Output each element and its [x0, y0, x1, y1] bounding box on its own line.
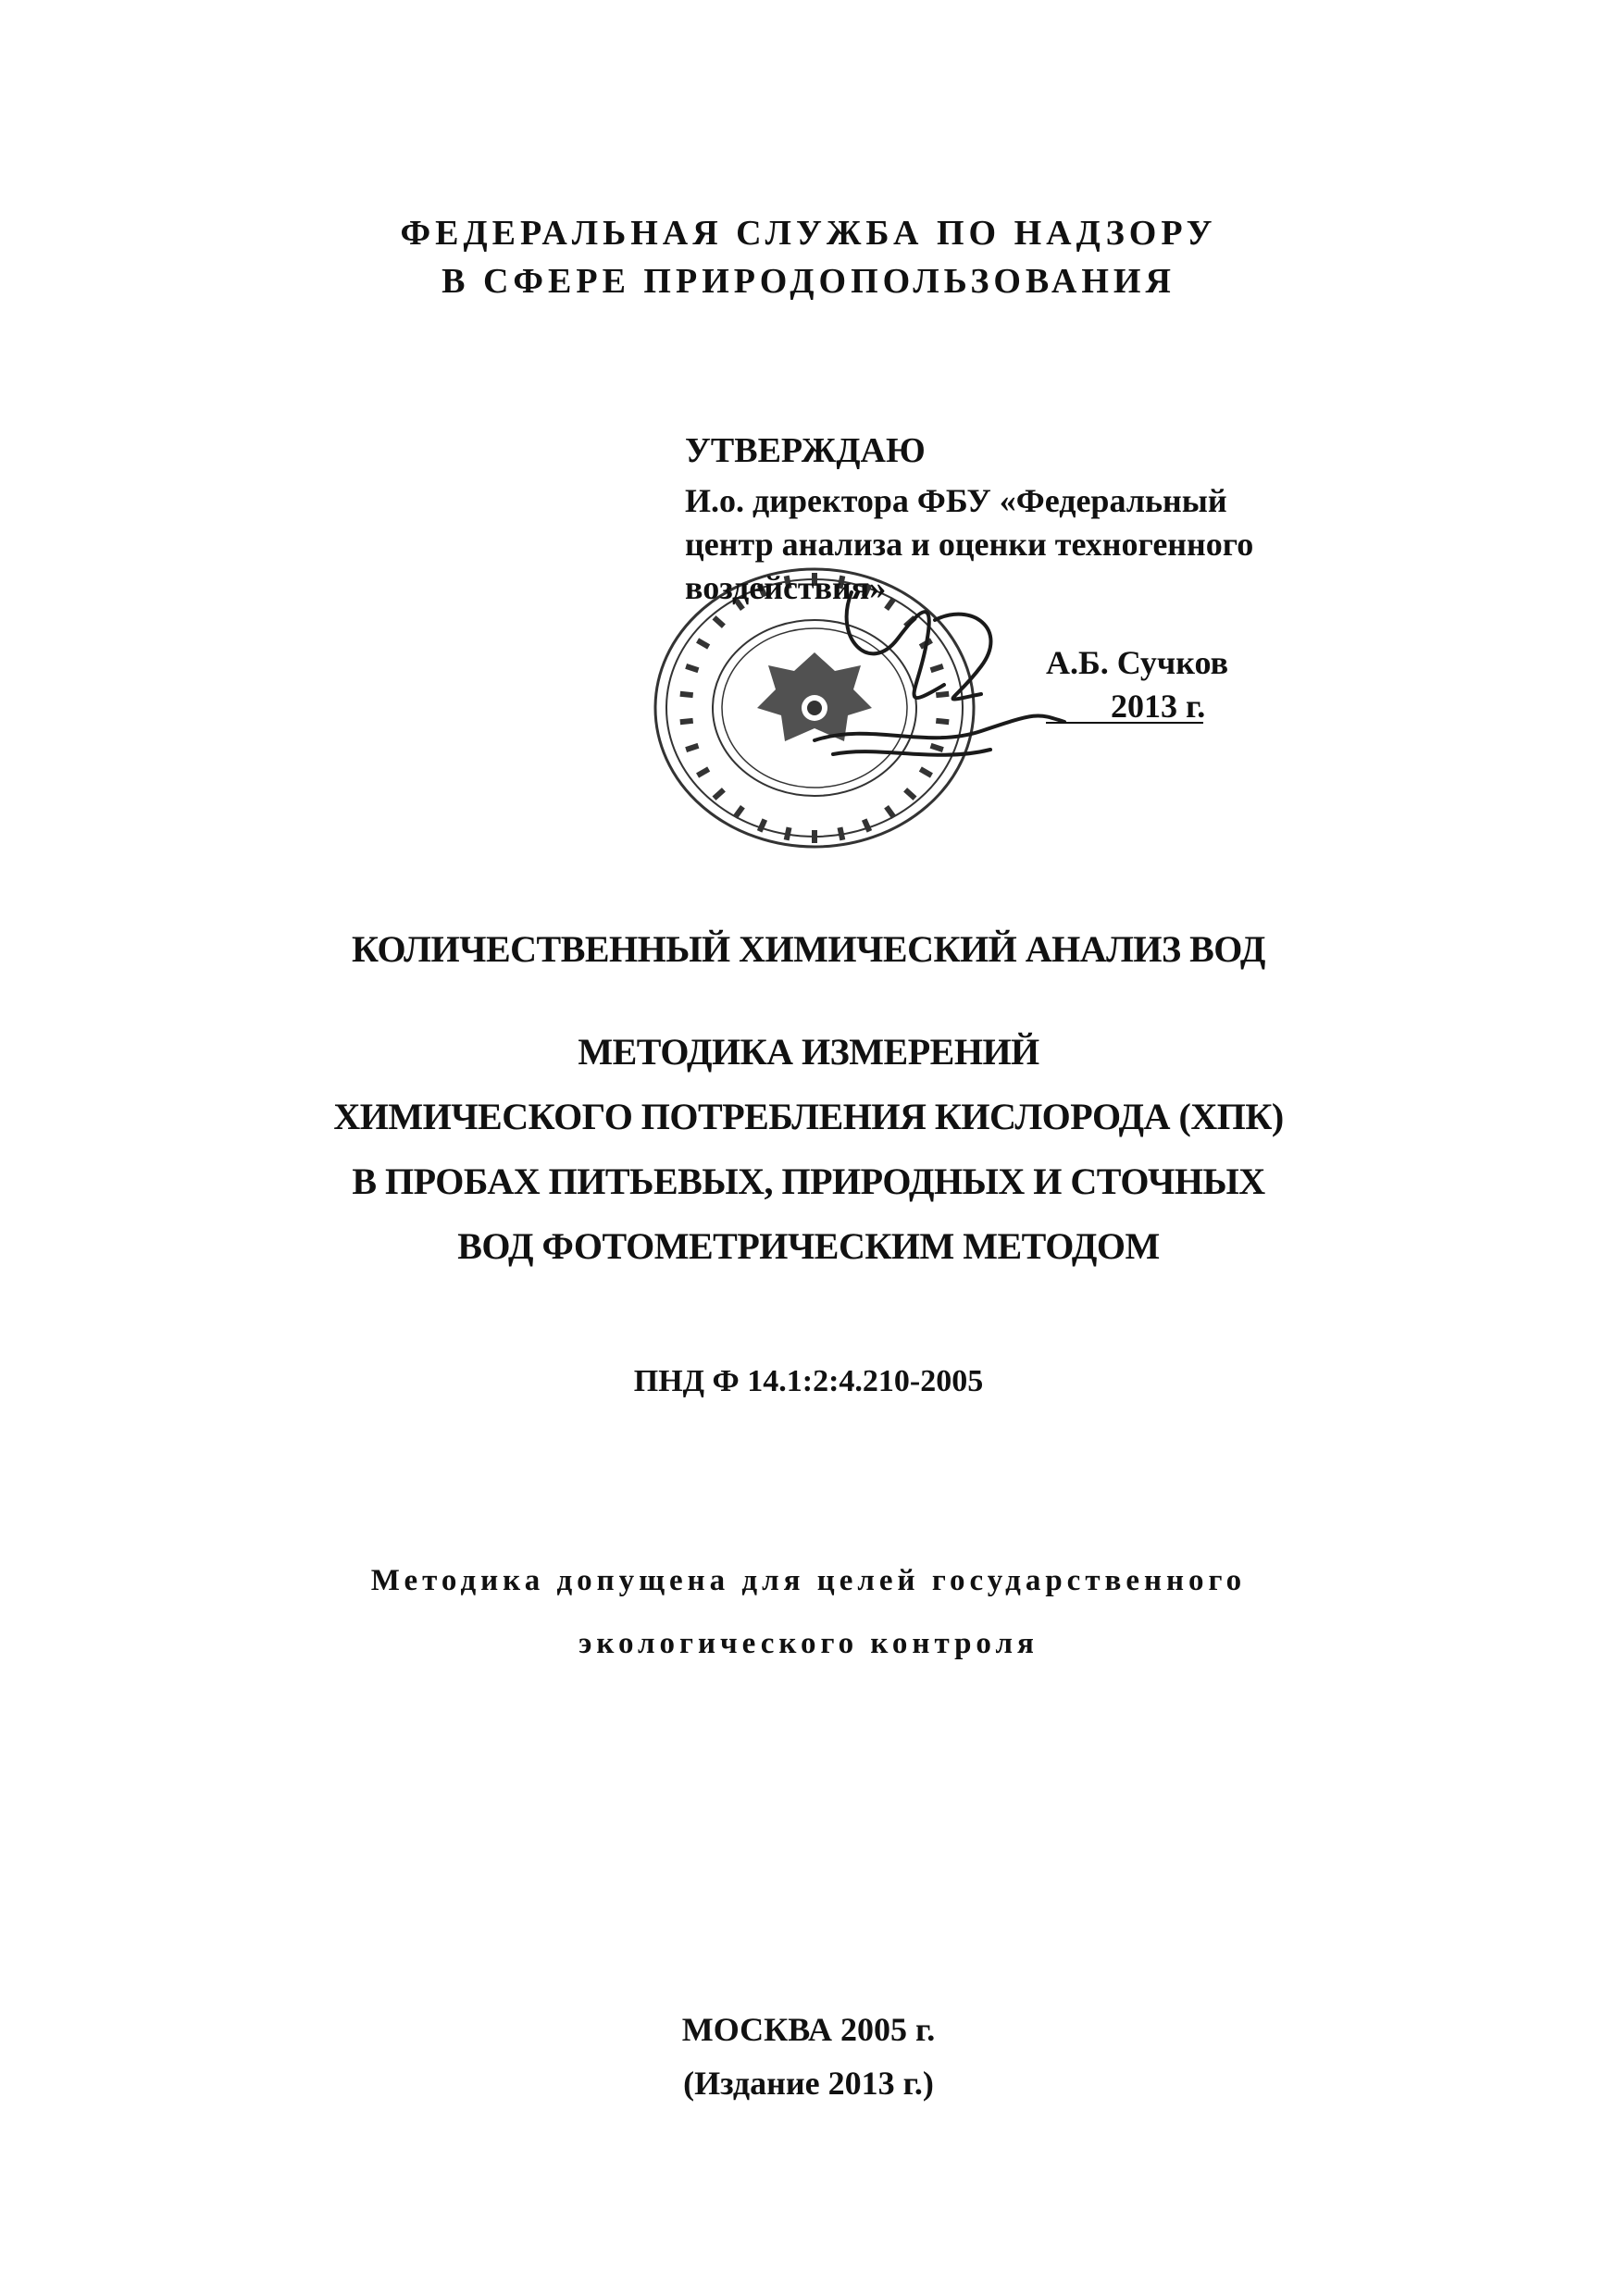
agency-line-1: ФЕДЕРАЛЬНАЯ СЛУЖБА ПО НАДЗОРУ — [400, 214, 1217, 253]
approval-title: УТВЕРЖДАЮ — [685, 431, 926, 470]
document-category: КОЛИЧЕСТВЕННЫЙ ХИМИЧЕСКИЙ АНАЛИЗ ВОД — [352, 928, 1265, 970]
approval-year: 2013 г. — [1111, 688, 1206, 725]
approval-line-3: воздействия» — [685, 569, 887, 606]
approval-line-2: центр анализа и оценки техногенного — [685, 526, 1254, 563]
note-line-1: Методика допущена для целей государственного — [370, 1564, 1247, 1597]
approval-signatory: А.Б. Сучков — [1046, 644, 1229, 681]
note-line-2: экологического контроля — [578, 1627, 1039, 1660]
document-title-line-2: ХИМИЧЕСКОГО ПОТРЕБЛЕНИЯ КИСЛОРОДА (ХПК) — [333, 1096, 1284, 1137]
footer-city-year: МОСКВА 2005 г. — [681, 2011, 936, 2048]
document-title-line-1: МЕТОДИКА ИЗМЕРЕНИЙ — [578, 1031, 1039, 1073]
document-title-line-3: В ПРОБАХ ПИТЬЕВЫХ, ПРИРОДНЫХ И СТОЧНЫХ — [352, 1160, 1265, 1202]
agency-line-2: В СФЕРЕ ПРИРОДОПОЛЬЗОВАНИЯ — [442, 262, 1175, 301]
approval-line-1: И.о. директора ФБУ «Федеральный — [685, 482, 1227, 519]
document-title-line-4: ВОД ФОТОМЕТРИЧЕСКИМ МЕТОДОМ — [457, 1225, 1160, 1267]
document-code: ПНД Ф 14.1:2:4.210-2005 — [633, 1364, 984, 1398]
footer-edition: (Издание 2013 г.) — [683, 2065, 934, 2102]
